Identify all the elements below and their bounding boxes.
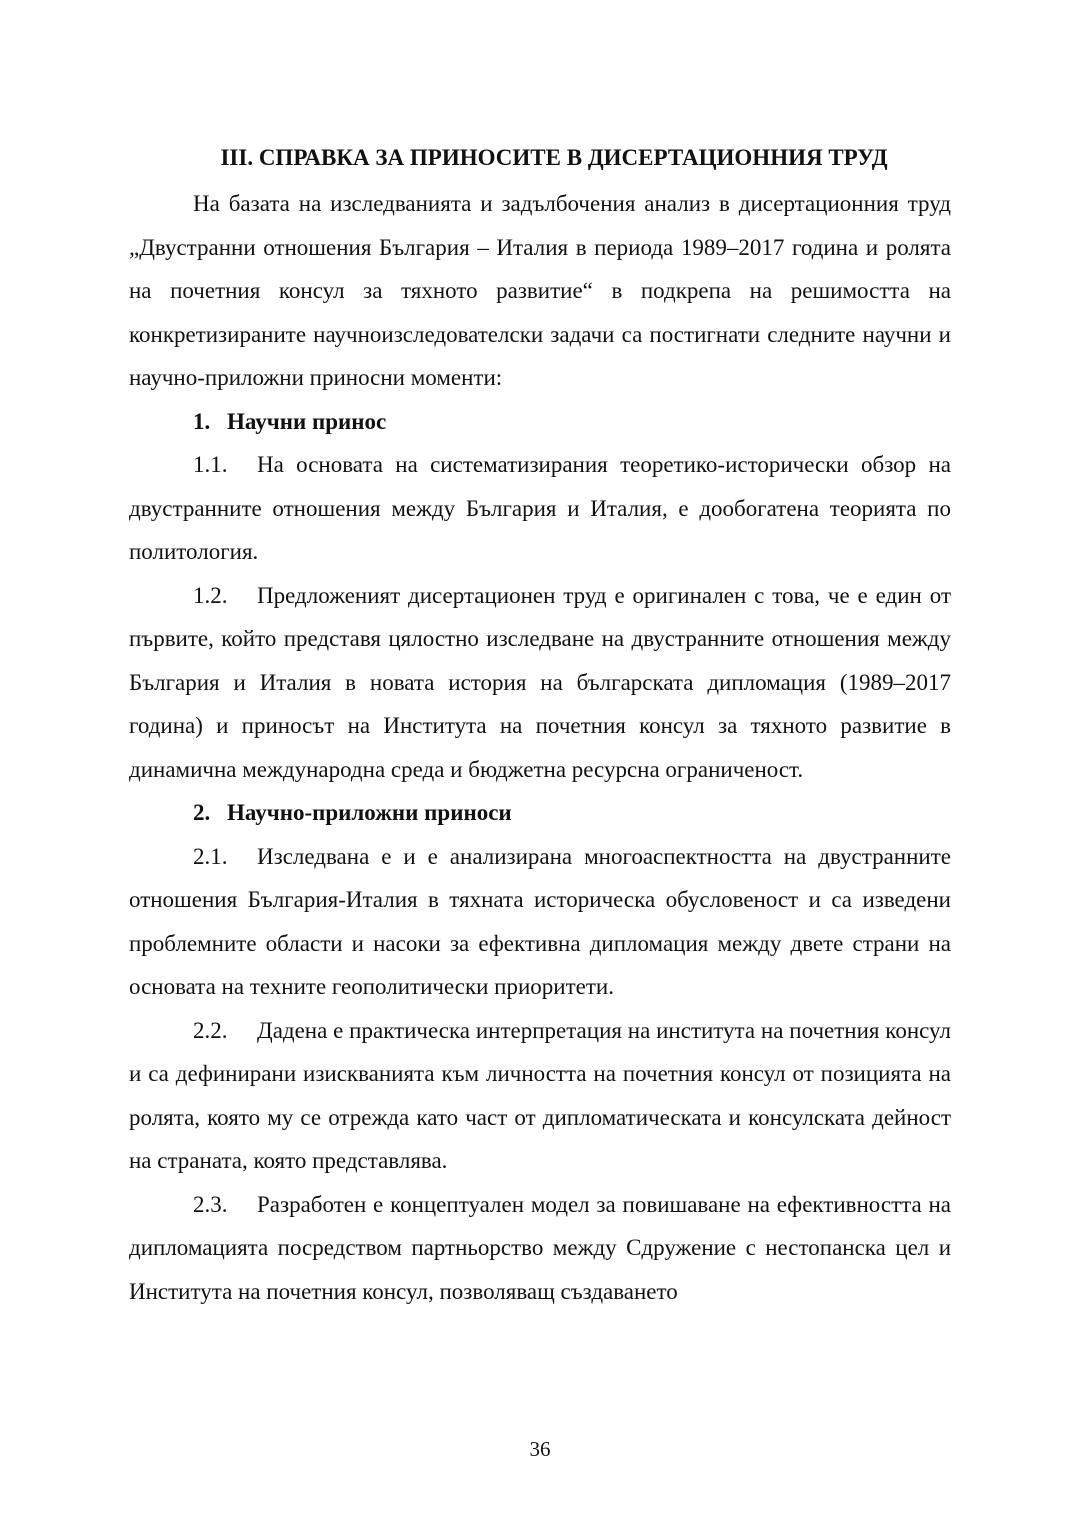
item-number: 2.2. xyxy=(193,1017,228,1043)
item-number: 2.1. xyxy=(193,843,228,869)
item-text: Предложеният дисертационен труд е оригинален с това, че е един от първите, който представя цялостно изследване на двустранните отношения между България и Италия в новата история на българската дипломация (1989–2017 година) и приносът на Института на почетния консул за тяхното развитие в динамична международна среда и бюджетна ресурсна ограниченост. xyxy=(129,582,951,782)
document-title: III. СПРАВКА ЗА ПРИНОСИТЕ В ДИСЕРТАЦИОННИЯ ТРУД xyxy=(220,145,888,170)
section-heading-scientific xyxy=(129,400,951,444)
item-number: 1.1. xyxy=(193,452,228,477)
item-text: Дадена е практическа интерпретация на института на почетния консул и са дефинирани изискванията към личността на почетния консул от позицията на ролята, която му се отрежда като част от дипломатическата и консулската дейност на страната, която представлява. xyxy=(129,1017,951,1173)
contribution-item xyxy=(129,574,951,792)
item-text: Разработен е концептуален модел за повишаване на ефективността на дипломацията посредством партньорство между Сдружение с нестопанска цел и Института на почетния консул, позволяващ създаването xyxy=(129,1191,951,1304)
section-title: Научни принос xyxy=(227,408,387,434)
item-text: На основата на систематизирания теоретико-исторически обзор на двустранните отношения между България и Италия, е дообогатена теорията по политология. xyxy=(129,452,951,564)
contribution-item xyxy=(129,1183,951,1314)
item-text: Изследвана е и е анализирана многоаспектността на двустранните отношения България-Италия в тяхната историческа обусловеност и са изведени проблемните области и насоки за ефективна дипломация между двете страни на основата на техните геополитически приоритети. xyxy=(129,843,951,999)
intro-paragraph: На базата на изследванията и задълбочения анализ в дисертационния труд „Двустранни отношения България – Италия в периода 1989–2017 година и ролята на почетния консул за тяхното развитие“ в подкрепа на решимостта на конкретизираните научноизследователски задачи са постигнати следните научни и научно-приложни приносни моменти: xyxy=(129,191,951,390)
section-number: 1. xyxy=(193,408,211,434)
section-heading-applied xyxy=(129,791,951,835)
page-number: 36 xyxy=(529,1437,551,1461)
contribution-item xyxy=(129,835,951,1009)
section-number: 2. xyxy=(193,800,211,825)
item-number: 1.2. xyxy=(193,582,228,608)
contribution-item xyxy=(129,1009,951,1183)
item-number: 2.3. xyxy=(193,1191,228,1217)
contribution-item xyxy=(129,443,951,574)
document-body xyxy=(129,138,951,1313)
section-title: Научно-приложни приноси xyxy=(227,800,512,825)
